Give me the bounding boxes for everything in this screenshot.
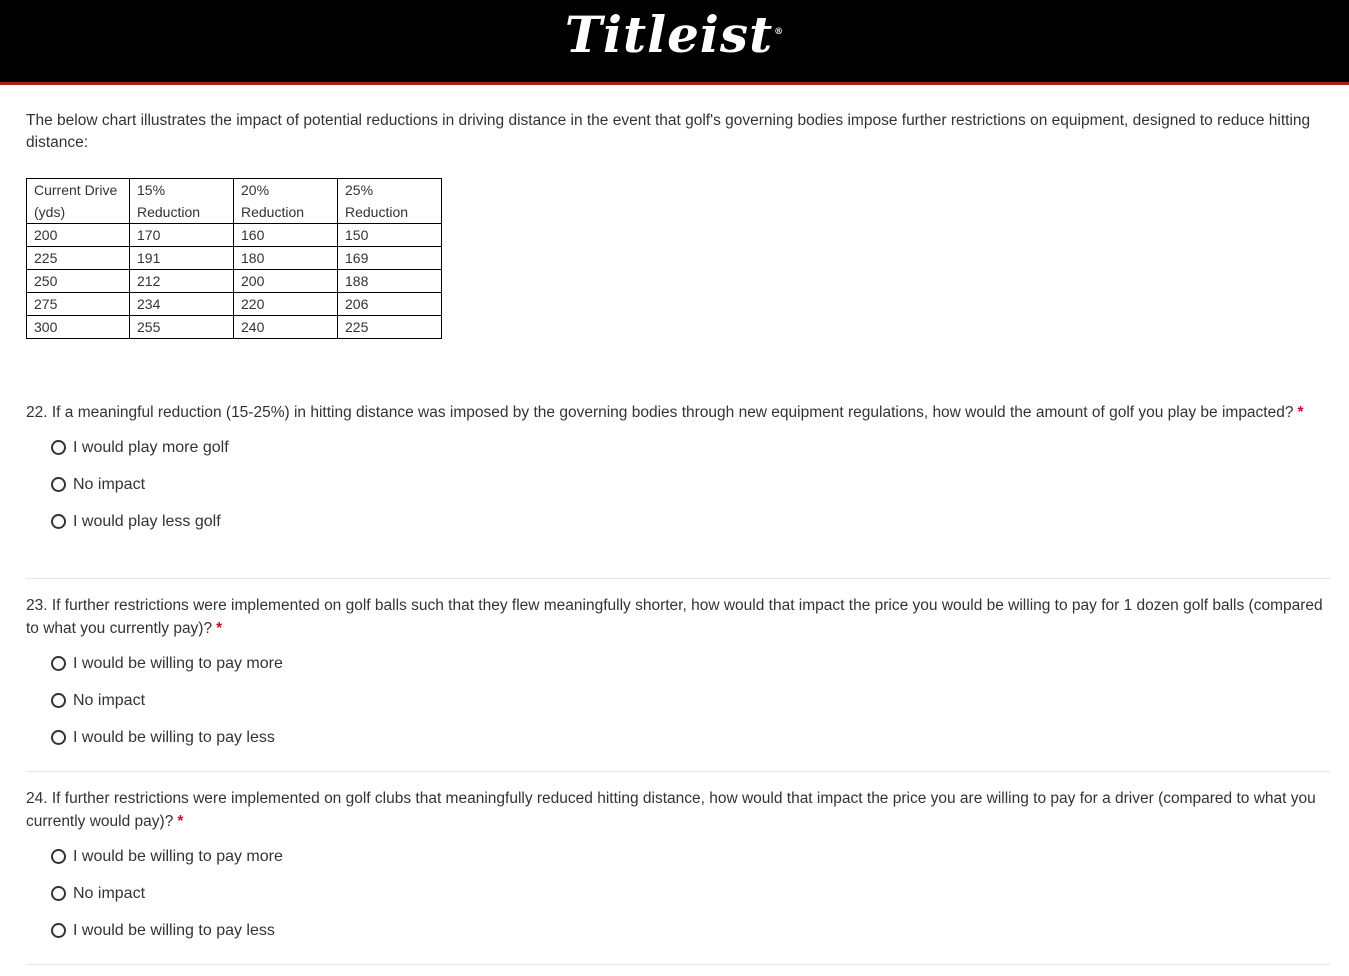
radio-button[interactable] xyxy=(51,477,66,492)
radio-button[interactable] xyxy=(51,440,66,455)
intro-text: The below chart illustrates the impact of potential reductions in driving distance in the event that golf's governing bodies impose further restrictions on equipment, designed to reduce hitting distance: xyxy=(26,112,1311,151)
intro-section xyxy=(26,110,1330,339)
table-cell: 275 xyxy=(27,293,130,316)
table-cell: 191 xyxy=(130,247,234,270)
radio-option[interactable]: I would play less golf xyxy=(51,503,1336,540)
table-cell: 180 xyxy=(234,247,338,270)
table-header-cell: 15% Reduction xyxy=(130,179,234,224)
table-row xyxy=(27,224,442,247)
table-cell: 200 xyxy=(234,270,338,293)
table-cell: 169 xyxy=(338,247,442,270)
table-cell: 225 xyxy=(27,247,130,270)
radio-option[interactable]: I would be willing to pay more xyxy=(51,838,1336,875)
table-row xyxy=(27,293,442,316)
radio-button[interactable] xyxy=(51,923,66,938)
table-header-row xyxy=(27,179,442,224)
table-cell: 225 xyxy=(338,316,442,339)
table-cell: 206 xyxy=(338,293,442,316)
table-cell: 160 xyxy=(234,224,338,247)
required-marker: * xyxy=(177,813,184,830)
radio-button[interactable] xyxy=(51,514,66,529)
table-cell: 188 xyxy=(338,270,442,293)
table-cell: 212 xyxy=(130,270,234,293)
distance-table xyxy=(26,178,442,339)
radio-option[interactable]: I would play more golf xyxy=(51,429,1336,466)
table-header-cell: 20% Reduction xyxy=(234,179,338,224)
radio-button[interactable] xyxy=(51,849,66,864)
table-cell: 255 xyxy=(130,316,234,339)
table-cell: 240 xyxy=(234,316,338,339)
divider xyxy=(26,578,1330,579)
radio-option[interactable]: I would be willing to pay less xyxy=(51,719,1336,756)
table-cell: 150 xyxy=(338,224,442,247)
divider xyxy=(26,771,1330,772)
table-header-cell: Current Drive (yds) xyxy=(27,179,130,224)
question-text: 22. If a meaningful reduction (15-25%) in hitting distance was imposed by the governing bodies through new equipment regulations, how would the amount of golf you play be impacted? * xyxy=(26,404,1304,421)
table-cell: 220 xyxy=(234,293,338,316)
radio-option[interactable]: No impact xyxy=(51,682,1336,719)
required-marker: * xyxy=(1297,404,1304,421)
radio-option[interactable]: I would be willing to pay less xyxy=(51,912,1336,949)
header-bar xyxy=(0,0,1349,85)
table-header-cell: 25% Reduction xyxy=(338,179,442,224)
radio-button[interactable] xyxy=(51,693,66,708)
required-marker: * xyxy=(216,620,223,637)
table-row xyxy=(27,270,442,293)
table-cell: 200 xyxy=(27,224,130,247)
table-cell: 300 xyxy=(27,316,130,339)
radio-button[interactable] xyxy=(51,656,66,671)
table-cell: 170 xyxy=(130,224,234,247)
radio-option[interactable]: No impact xyxy=(51,875,1336,912)
question-text: 23. If further restrictions were implemented on golf balls such that they flew meaningfully shorter, how would that impact the price you would be willing to pay for 1 dozen golf balls (compared to what you currently pay)? * xyxy=(26,597,1323,637)
divider xyxy=(26,964,1330,965)
titleist-logo: Titleist® xyxy=(564,5,785,64)
radio-button[interactable] xyxy=(51,886,66,901)
radio-option[interactable]: I would be willing to pay more xyxy=(51,645,1336,682)
radio-option[interactable]: No impact xyxy=(51,466,1336,503)
question-22 xyxy=(26,401,1336,540)
radio-button[interactable] xyxy=(51,730,66,745)
table-cell: 234 xyxy=(130,293,234,316)
question-24 xyxy=(26,787,1336,949)
question-23 xyxy=(26,594,1336,756)
table-cell: 250 xyxy=(27,270,130,293)
question-text: 24. If further restrictions were implemented on golf clubs that meaningfully reduced hitting distance, how would that impact the price you are willing to pay for a driver (compared to what you currently would pay)? * xyxy=(26,790,1316,830)
table-row xyxy=(27,316,442,339)
table-row xyxy=(27,247,442,270)
